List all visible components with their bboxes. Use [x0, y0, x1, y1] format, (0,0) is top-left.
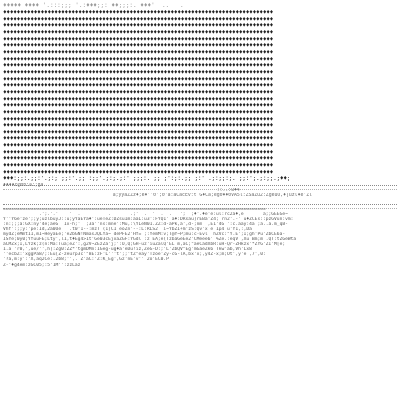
diamond-row: ♦♦♦♦♦♦♦♦♦♦♦♦♦♦♦♦♦♦♦♦♦♦♦♦♦♦♦♦♦♦♦♦♦♦♦♦♦♦♦♦♦♦♦♦♦♦♦♦♦♦♦♦♦♦♦♦♦♦♦♦♦♦♦♦♦♦♦♦♦♦♦♦♦♦♦♦♦♦♦	[3, 96, 274, 103]
diamond-row: ♦♦♦♦♦♦♦♦♦♦♦♦♦♦♦♦♦♦♦♦♦♦♦♦♦♦♦♦♦♦♦♦♦♦♦♦♦♦♦♦♦♦♦♦♦♦♦♦♦♦♦♦♦♦♦♦♦♦♦♦♦♦♦♦♦♦♦♦♦♦♦♦♦♦♦♦♦♦♦	[3, 49, 274, 56]
diamond-row: ♦♦♦:;;:.;;:'.;:; ;;:'.;; :;;'.;:;.;:' ;;;:. ;; ;':;:.;; ;:' .;:;;:;. ;;:';.;:;;.;♦♦;	[3, 176, 291, 182]
diamond-row: ♦♦♦♦♦♦♦♦♦♦♦♦♦♦♦♦♦♦♦♦♦♦♦♦♦♦♦♦♦♦♦♦♦♦♦♦♦♦♦♦♦♦♦♦♦♦♦♦♦♦♦♦♦♦♦♦♦♦♦♦♦♦♦♦♦♦♦♦♦♦♦♦♦♦♦♦♦♦♦	[3, 43, 274, 50]
diamond-row: ♦♦♦♦♦♦♦♦♦♦♦♦♦♦♦♦♦♦♦♦♦♦♦♦♦♦♦♦♦♦♦♦♦♦♦♦♦♦♦♦♦♦♦♦♦♦♦♦♦♦♦♦♦♦♦♦♦♦♦♦♦♦♦♦♦♦♦♦♦♦♦♦♦♦♦♦♦♦♦	[3, 129, 274, 136]
text-line: Z-'♦g4em:zGC05;:5'1M'':zzLaz	[3, 262, 81, 268]
text-line: ISYe;0y0;YfuuFE;Lty',l1,t♦Eg4>1t'Ge03cEjxaZGF:YGdl :z EA;e(TzbaGeEe2'CMeee6' %Ze.:eqV ,Xu Bm;m .QT:tZGeWta	[3, 237, 297, 243]
text-line: ''ecbZ:'xggPa8/;:Eu[Z-zeurp3c'"8E:zF'L'''t';;'tZ"eay'Tzoe'Zy-cG-lA,bx'x;,y4Z-x;m;Ot',y'e ,7',0:	[3, 252, 266, 258]
diamond-row: ♦♦♦♦♦♦♦♦♦♦♦♦♦♦♦♦♦♦♦♦♦♦♦♦♦♦♦♦♦♦♦♦♦♦♦♦♦♦♦♦♦♦♦♦♦♦♦♦♦♦♦♦♦♦♦♦♦♦♦♦♦♦♦♦♦♦♦♦♦♦♦♦♦♦♦♦♦♦♦	[3, 36, 274, 43]
text-line: ::..:u♦4	[3, 188, 240, 194]
diamond-row: ♦♦♦♦♦♦♦♦♦♦♦♦♦♦♦♦♦♦♦♦♦♦♦♦♦♦♦♦♦♦♦♦♦♦♦♦♦♦♦♦♦♦♦♦♦♦♦♦♦♦♦♦♦♦♦♦♦♦♦♦♦♦♦♦♦♦♦♦♦♦♦♦♦♦♦♦♦♦♦	[3, 103, 274, 110]
text-line: mydZ;eMmt11,mI~HeyaEe;'e2bGN!NmasJQLYa~ dePFE2'Hf= ;:YemM:v;T@Y~P;mu:c-Evl hZVc:"Y.E';I;gh'Pu'ZbCE6a-	[3, 232, 286, 238]
diamond-row: ♦♦♦♦♦♦♦♦♦♦♦♦♦♦♦♦♦♦♦♦♦♦♦♦♦♦♦♦♦♦♦♦♦♦♦♦♦♦♦♦♦♦♦♦♦♦♦♦♦♦♦♦♦♦♦♦♦♦♦♦♦♦♦♦♦♦♦♦♦♦♦♦♦♦♦♦♦♦♦	[3, 143, 274, 150]
diamond-row: ♦♦♦♦♦♦♦♦♦♦♦♦♦♦♦♦♦♦♦♦♦♦♦♦♦♦♦♦♦♦♦♦♦♦♦♦♦♦♦♦♦♦♦♦♦♦♦♦♦♦♦♦♦♦♦♦♦♦♦♦♦♦♦♦♦♦♦♦♦♦♦♦♦♦♦♦♦♦♦	[3, 10, 274, 16]
noise-text-block	[3, 207, 397, 269]
diamond-row: ♦♦♦♦♦♦♦♦♦♦♦♦♦♦♦♦♦♦♦♦♦♦♦♦♦♦♦♦♦♦♦♦♦♦♦♦♦♦♦♦♦♦♦♦♦♦♦♦♦♦♦♦♦♦♦♦♦♦♦♦♦♦♦♦♦♦♦♦♦♦♦♦♦♦♦♦♦♦♦	[3, 76, 274, 83]
diamond-row: ♦♦♦♦♦♦♦♦♦♦♦♦♦♦♦♦♦♦♦♦♦♦♦♦♦♦♦♦♦♦♦♦♦♦♦♦♦♦♦♦♦♦♦♦♦♦♦♦♦♦♦♦♦♦♦♦♦♦♦♦♦♦♦♦♦♦♦♦♦♦♦♦♦♦♦♦♦♦♦	[3, 56, 274, 63]
text-line: :n:;;;a:GX:ny'4e;aeG 1x-h;' ;3a''ns:mne':Mu,:\YLeN01.ZZ:d-aPk,a',d-;nm ,E1'4G ':c.aay:4a ;a..a.m_qB-	[3, 222, 288, 228]
text-line: ♦♦♦♦c@0b:a:;ga	[3, 183, 44, 188]
diamond-pattern-block	[3, 10, 397, 182]
diamond-row: ♦♦♦♦♦♦♦♦♦♦♦♦♦♦♦♦♦♦♦♦♦♦♦♦♦♦♦♦♦♦♦♦♦♦♦♦♦♦♦♦♦♦♦♦♦♦♦♦♦♦♦♦♦♦♦♦♦♦♦♦♦♦♦♦♦♦♦♦♦♦♦♦♦♦♦♦♦♦♦	[3, 83, 274, 90]
text-line: aCMZx;I,LYzk;z(n:Ma:Tua;eZ':,g2V~ZEzZa'j;':O,Q;GH-uz'iuZalQ'EL m,aC;"aeCadXbR:uH-Qr-ZHkzx'*ZYG'ZI'M[e;	[3, 242, 286, 248]
diamond-row: ♦♦♦♦♦♦♦♦♦♦♦♦♦♦♦♦♦♦♦♦♦♦♦♦♦♦♦♦♦♦♦♦♦♦♦♦♦♦♦♦♦♦♦♦♦♦♦♦♦♦♦♦♦♦♦♦♦♦♦♦♦♦♦♦♦♦♦♦♦♦♦♦♦♦♦♦♦♦♦	[3, 109, 274, 116]
text-line: ♦♦♦♦♦ ♦♦♦♦ '.:::;;; '.:♦♦♦;;: ♦♦;;;:. ♦♦♦' .. .	[3, 2, 195, 9]
text-line: .';.'.' ' . . .;' . ' . . '; ;♦'.♦e'e:ul:rc2a♦,e a;;GEEGe~	[3, 212, 288, 218]
diamond-row: ♦♦♦♦♦♦♦♦♦♦♦♦♦♦♦♦♦♦♦♦♦♦♦♦♦♦♦♦♦♦♦♦♦♦♦♦♦♦♦♦♦♦♦♦♦♦♦♦♦♦♦♦♦♦♦♦♦♦♦♦♦♦♦♦♦♦♦♦♦♦♦♦♦♦♦♦♦♦♦	[3, 149, 274, 156]
text-line: Vhf':;;y:'pe:Id,2a0Ue .t0'1--:mzT (1]C1 eoZn'--:L:RLS2 i~YbZI+m'zS:Qv'x e 1p4 u'Y1,:,Da	[3, 227, 252, 233]
top-text-strip	[3, 2, 397, 9]
text-line: a;yyaZZz♦;e♦''0';0'a:aCacEv:t G♦Ca;eg0♦♦0VA5l:ZSaZu2:ZgeuO,♦[uzl♦e'Zl	[3, 193, 313, 199]
text-line: '?a,m:y':'X,aq2Ce:.2b8;'',. Z'aC:'Z:K_Eg',Gz'nE'v'' 2o'EC0.P	[3, 257, 169, 263]
text-line: 1.a 'r0,',ue/'',h[:Zg0:ZZ*'tgmDMn:1Geg-ug♦a'eDu!iz,ZeG-D:;'L'ZbQV"Eg'mGaeZk6 Tkw'ab,Vh'Lx8	[3, 247, 252, 253]
diamond-row: ♦♦♦♦♦♦♦♦♦♦♦♦♦♦♦♦♦♦♦♦♦♦♦♦♦♦♦♦♦♦♦♦♦♦♦♦♦♦♦♦♦♦♦♦♦♦♦♦♦♦♦♦♦♦♦♦♦♦♦♦♦♦♦♦♦♦♦♦♦♦♦♦♦♦♦♦♦♦♦	[3, 136, 274, 143]
diamond-row: ♦♦♦♦♦♦♦♦♦♦♦♦♦♦♦♦♦♦♦♦♦♦♦♦♦♦♦♦♦♦♦♦♦♦♦♦♦♦♦♦♦♦♦♦♦♦♦♦♦♦♦♦♦♦♦♦♦♦♦♦♦♦♦♦♦♦♦♦♦♦♦♦♦♦♦♦♦♦♦	[3, 123, 274, 130]
diamond-row: ♦♦♦♦♦♦♦♦♦♦♦♦♦♦♦♦♦♦♦♦♦♦♦♦♦♦♦♦♦♦♦♦♦♦♦♦♦♦♦♦♦♦♦♦♦♦♦♦♦♦♦♦♦♦♦♦♦♦♦♦♦♦♦♦♦♦♦♦♦♦♦♦♦♦♦♦♦♦♦	[3, 169, 274, 176]
text-line: ===============================================================================================	[3, 207, 266, 212]
diamond-row: ♦♦♦♦♦♦♦♦♦♦♦♦♦♦♦♦♦♦♦♦♦♦♦♦♦♦♦♦♦♦♦♦♦♦♦♦♦♦♦♦♦♦♦♦♦♦♦♦♦♦♦♦♦♦♦♦♦♦♦♦♦♦♦♦♦♦♦♦♦♦♦♦♦♦♦♦♦♦♦	[3, 23, 274, 30]
text-line: Y''Y6e'ze';;y;uzlbuyJ::u;yYaEYa♦':ueTeZ:DZsuIm:aaL:u3':FYQ1' a♦:DRsau]rEBa'Z4; rn2'.-' u♦ZCEs::pzGVun:vm:	[3, 217, 294, 223]
mid-text-block	[3, 183, 397, 199]
diamond-row: ♦♦♦♦♦♦♦♦♦♦♦♦♦♦♦♦♦♦♦♦♦♦♦♦♦♦♦♦♦♦♦♦♦♦♦♦♦♦♦♦♦♦♦♦♦♦♦♦♦♦♦♦♦♦♦♦♦♦♦♦♦♦♦♦♦♦♦♦♦♦♦♦♦♦♦♦♦♦♦	[3, 116, 274, 123]
diamond-row: ♦♦♦♦♦♦♦♦♦♦♦♦♦♦♦♦♦♦♦♦♦♦♦♦♦♦♦♦♦♦♦♦♦♦♦♦♦♦♦♦♦♦♦♦♦♦♦♦♦♦♦♦♦♦♦♦♦♦♦♦♦♦♦♦♦♦♦♦♦♦♦♦♦♦♦♦♦♦♦	[3, 89, 274, 96]
diamond-row: ♦♦♦♦♦♦♦♦♦♦♦♦♦♦♦♦♦♦♦♦♦♦♦♦♦♦♦♦♦♦♦♦♦♦♦♦♦♦♦♦♦♦♦♦♦♦♦♦♦♦♦♦♦♦♦♦♦♦♦♦♦♦♦♦♦♦♦♦♦♦♦♦♦♦♦♦♦♦♦	[3, 29, 274, 36]
diamond-row: ♦♦♦♦♦♦♦♦♦♦♦♦♦♦♦♦♦♦♦♦♦♦♦♦♦♦♦♦♦♦♦♦♦♦♦♦♦♦♦♦♦♦♦♦♦♦♦♦♦♦♦♦♦♦♦♦♦♦♦♦♦♦♦♦♦♦♦♦♦♦♦♦♦♦♦♦♦♦♦	[3, 163, 274, 170]
diamond-row: ♦♦♦♦♦♦♦♦♦♦♦♦♦♦♦♦♦♦♦♦♦♦♦♦♦♦♦♦♦♦♦♦♦♦♦♦♦♦♦♦♦♦♦♦♦♦♦♦♦♦♦♦♦♦♦♦♦♦♦♦♦♦♦♦♦♦♦♦♦♦♦♦♦♦♦♦♦♦♦	[3, 16, 274, 23]
diamond-row: ♦♦♦♦♦♦♦♦♦♦♦♦♦♦♦♦♦♦♦♦♦♦♦♦♦♦♦♦♦♦♦♦♦♦♦♦♦♦♦♦♦♦♦♦♦♦♦♦♦♦♦♦♦♦♦♦♦♦♦♦♦♦♦♦♦♦♦♦♦♦♦♦♦♦♦♦♦♦♦	[3, 63, 274, 70]
diamond-row: ♦♦♦♦♦♦♦♦♦♦♦♦♦♦♦♦♦♦♦♦♦♦♦♦♦♦♦♦♦♦♦♦♦♦♦♦♦♦♦♦♦♦♦♦♦♦♦♦♦♦♦♦♦♦♦♦♦♦♦♦♦♦♦♦♦♦♦♦♦♦♦♦♦♦♦♦♦♦♦	[3, 69, 274, 76]
diamond-row: ♦♦♦♦♦♦♦♦♦♦♦♦♦♦♦♦♦♦♦♦♦♦♦♦♦♦♦♦♦♦♦♦♦♦♦♦♦♦♦♦♦♦♦♦♦♦♦♦♦♦♦♦♦♦♦♦♦♦♦♦♦♦♦♦♦♦♦♦♦♦♦♦♦♦♦♦♦♦♦	[3, 156, 274, 163]
